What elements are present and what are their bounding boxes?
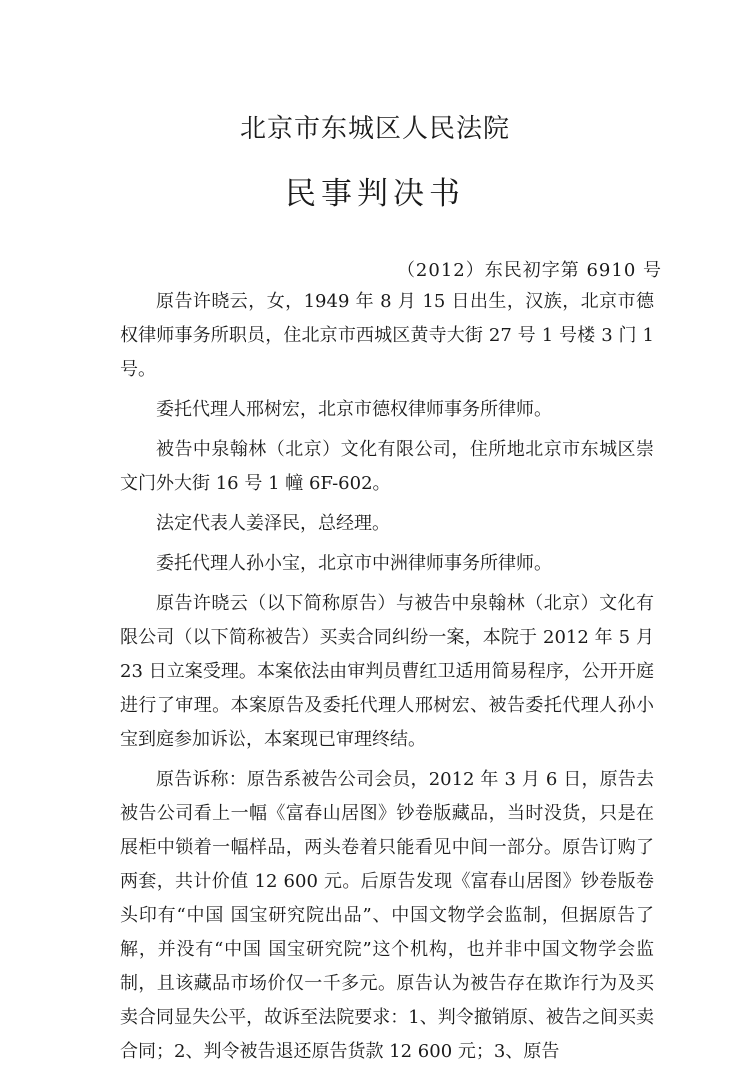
document-title: 民事判决书	[285, 176, 465, 212]
paragraph-plaintiff: 原告许晓云，女，1949 年 8 月 15 日出生，汉族，北京市德权律师事务所职员，住北京市西城区黄寺大街 27 号 1 号楼 3 门 1 号。	[120, 291, 654, 380]
paragraph-defendant: 被告中泉翰林（北京）文化有限公司，住所地北京市东城区崇文门外大街 16 号 1 幢 6F-602。	[120, 439, 654, 494]
case-number: （2012）东民初字第 6910 号	[396, 260, 662, 281]
paragraph-plaintiff-agent: 委托代理人邢树宏，北京市德权律师事务所律师。	[156, 399, 552, 420]
paragraph-legal-representative: 法定代表人姜泽民，总经理。	[156, 513, 390, 534]
court-name: 北京市东城区人民法院	[239, 114, 510, 144]
paragraph-case-summary: 原告许晓云（以下简称原告）与被告中泉翰林（北京）文化有限公司（以下简称被告）买卖合同纠纷一案，本院于 2012 年 5 月 23 日立案受理。本案依法由审判员曹红卫适用简易程序，公开开庭进行了审理。本案原告及委托代理人邢树宏、被告委托代理人孙小宝到庭参加诉讼，本案现已审理终结。	[120, 593, 654, 750]
paragraph-defendant-agent: 委托代理人孙小宝，北京市中洲律师事务所律师。	[156, 553, 552, 574]
paragraph-plaintiff-claims: 原告诉称：原告系被告公司会员，2012 年 3 月 6 日，原告去被告公司看上一幅《富春山居图》钞卷版藏品，当时没货，只是在展柜中锁着一幅样品，两头卷着只能看见中间一部分。原告订购了两套，共计价值 12 600 元。后原告发现《富春山居图》钞卷版卷头印有“中国 国宝研究院出品”、中国文物学会监制，但据原告了解，并没有“中国 国宝研究院”这个机构，也并非中国文物学会监制，且该藏品市场价仅一千多元。原告认为被告存在欺诈行为及买卖合同显失公平，故诉至法院要求：1、判令撤销原、被告之间买卖合同；2、判令被告退还原告货款 12 600 元；3、原告	[120, 769, 654, 1062]
document-body	[120, 285, 654, 1069]
